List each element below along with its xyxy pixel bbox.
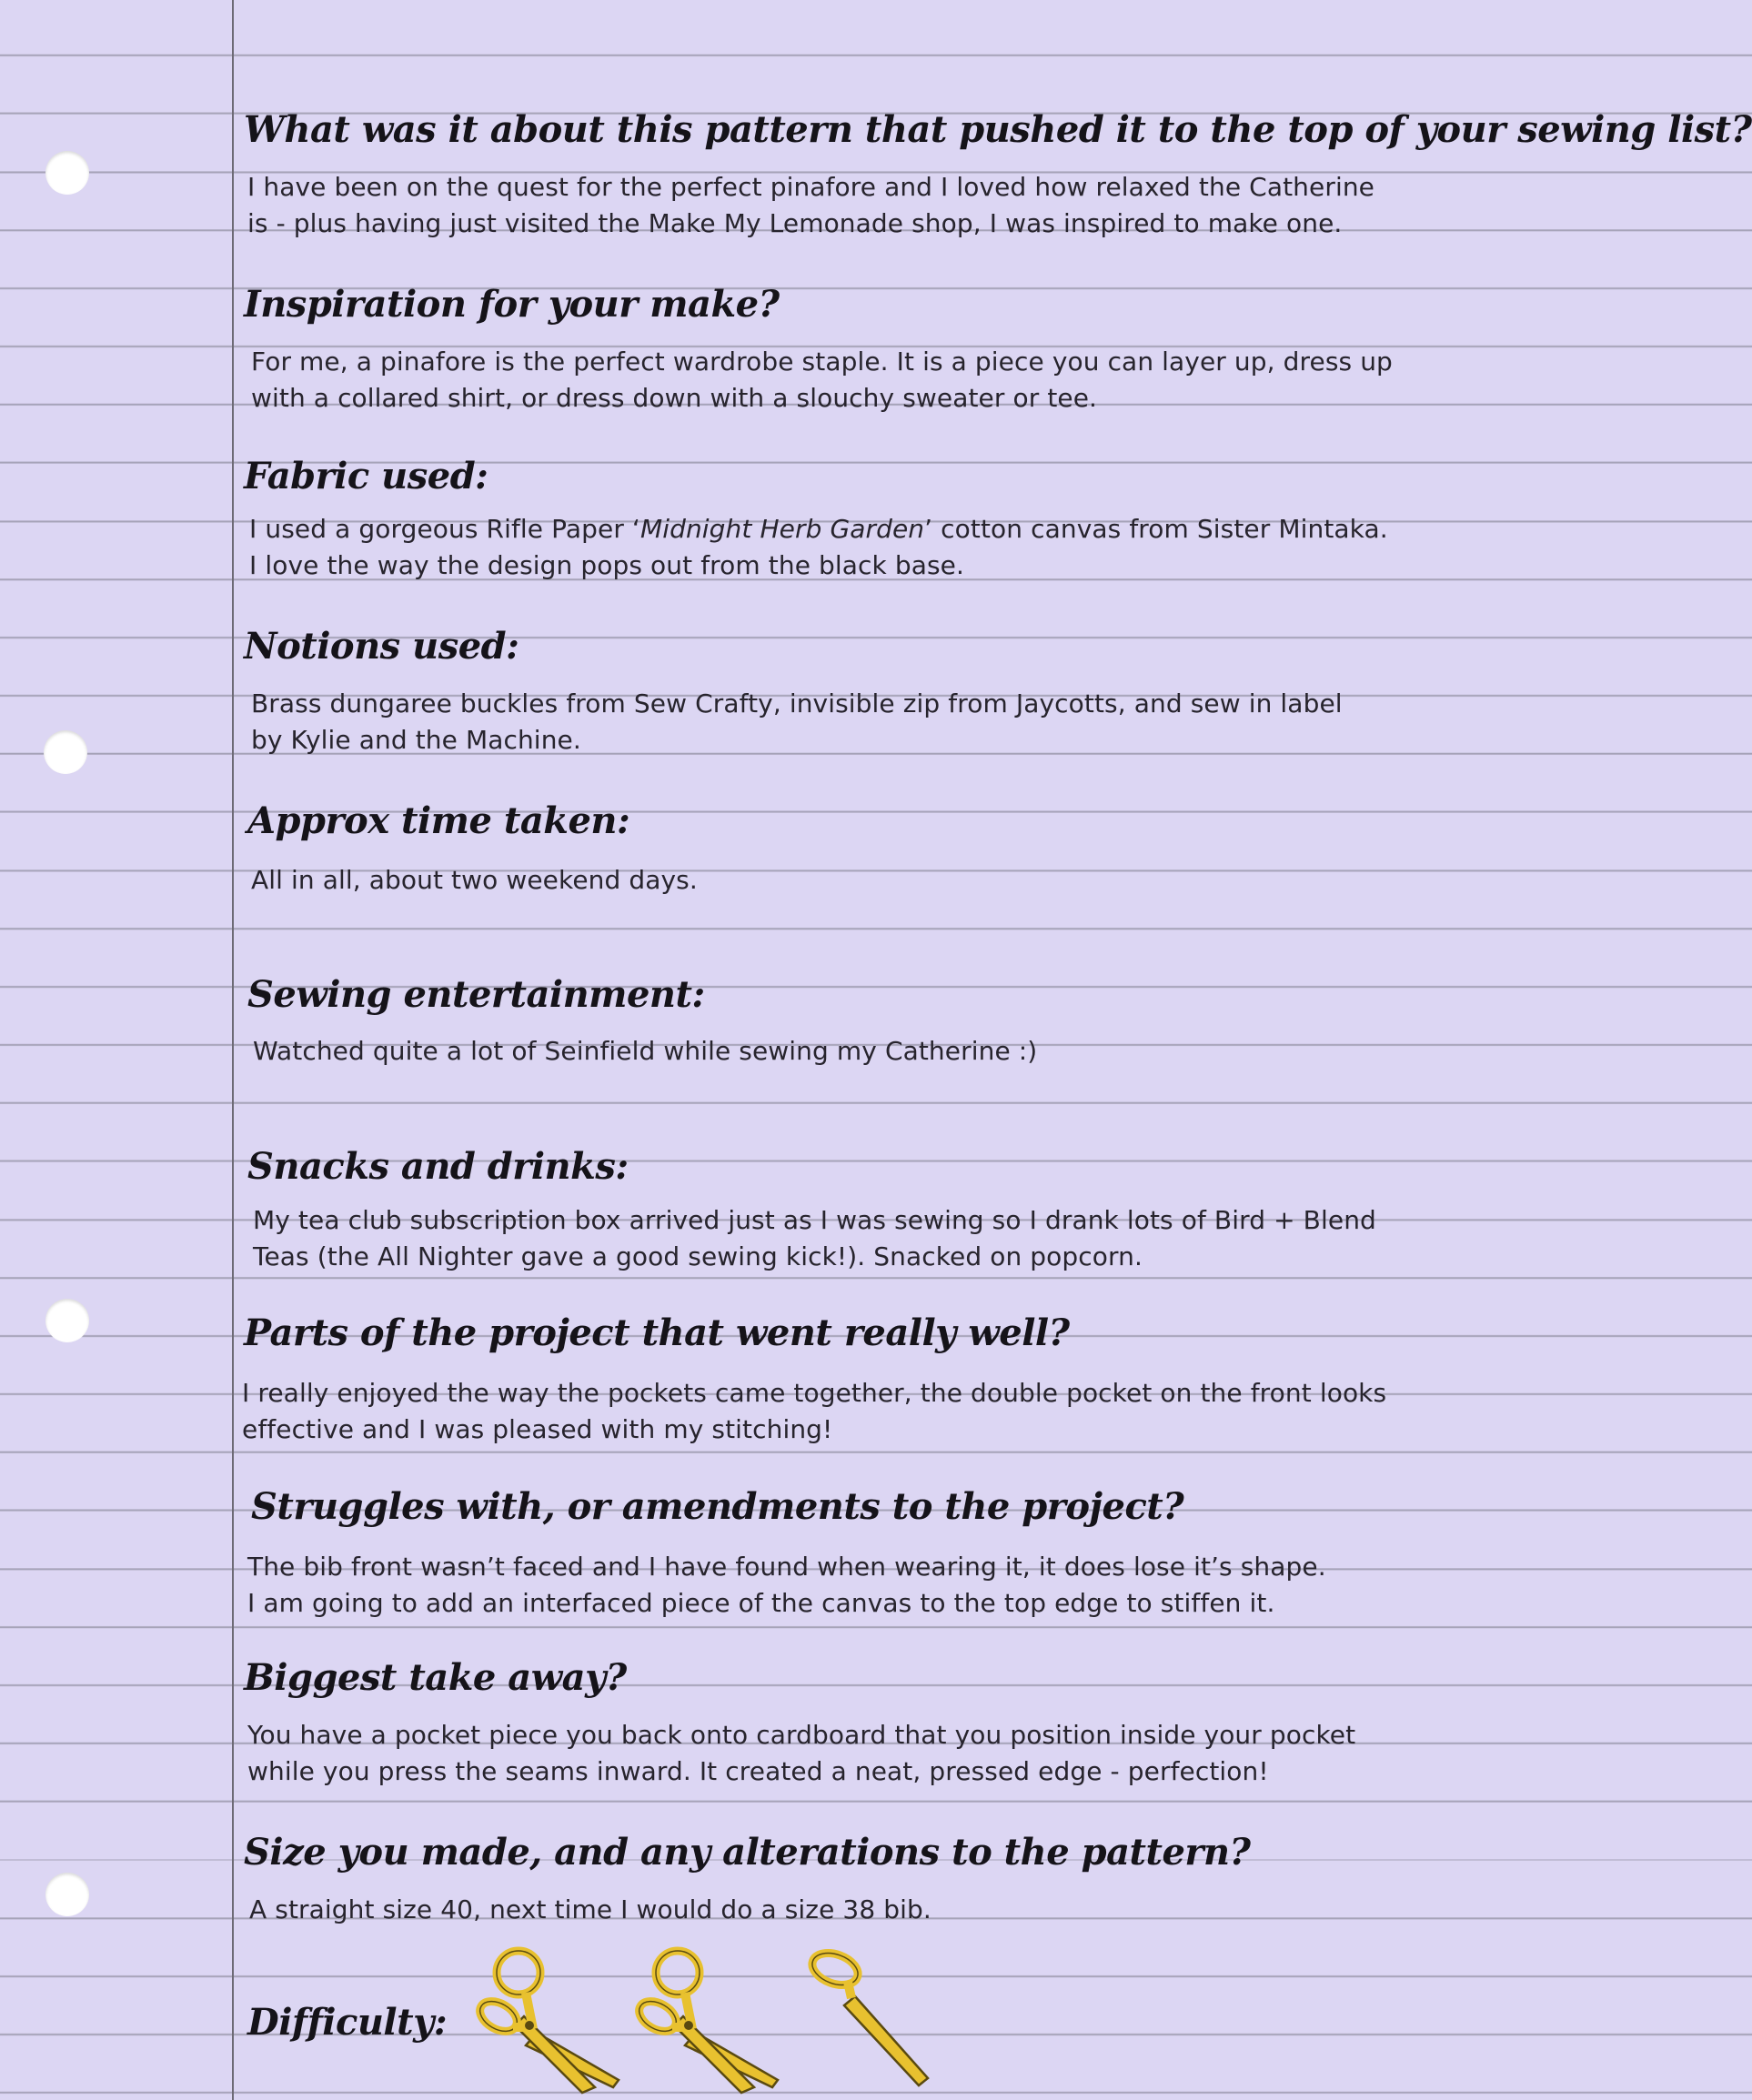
question-heading: What was it about this pattern that pushed it to the top of your sewing list? — [244, 108, 1752, 151]
question-heading: Struggles with, or amendments to the project? — [251, 1485, 1184, 1528]
punch-hole — [45, 1299, 89, 1342]
answer-line: All in all, about two weekend days. — [251, 865, 698, 895]
answer-line: You have a pocket piece you back onto cardboard that you position inside your pocket — [247, 1720, 1356, 1750]
answer-line: with a collared shirt, or dress down with a slouchy sweater or tee. — [251, 383, 1098, 413]
answer-line: A straight size 40, next time I would do a size 38 bib. — [249, 1894, 931, 1924]
question-heading: Snacks and drinks: — [247, 1145, 629, 1188]
answer-line: Brass dungaree buckles from Sew Crafty, invisible zip from Jaycotts, and sew in label — [251, 688, 1343, 718]
answer-line: Watched quite a lot of Seinfield while sewing my Catherine :) — [253, 1036, 1038, 1066]
answer-line: by Kylie and the Machine. — [251, 725, 581, 755]
scissors-icon — [632, 1942, 787, 2096]
answer-line: Teas (the All Nighter gave a good sewing kick!). Snacked on popcorn. — [253, 1241, 1143, 1271]
answer-text: I used a gorgeous Rifle Paper ‘ — [249, 514, 640, 544]
answer-line — [249, 511, 1388, 548]
question-heading: Sewing entertainment: — [247, 973, 705, 1016]
answer-line: The bib front wasn’t faced and I have found when wearing it, it does lose it’s shape. — [247, 1552, 1326, 1582]
answer-text: ’ cotton canvas from Sister Mintaka. — [924, 514, 1388, 544]
question-heading: Notions used: — [244, 625, 519, 668]
margin-line — [232, 0, 234, 2100]
answer-line: I have been on the quest for the perfect pinafore and I loved how relaxed the Catherine — [247, 172, 1375, 202]
answer-line: effective and I was pleased with my stitching! — [242, 1414, 833, 1444]
question-heading: Size you made, and any alterations to the pattern? — [244, 1831, 1251, 1874]
question-heading: Parts of the project that went really well? — [244, 1311, 1070, 1354]
punch-hole — [45, 1873, 89, 1916]
answer-line: For me, a pinafore is the perfect wardrobe staple. It is a piece you can layer up, dress up — [251, 347, 1393, 377]
punch-hole — [44, 730, 87, 774]
question-heading: Fabric used: — [244, 455, 488, 497]
punch-hole — [45, 151, 89, 195]
difficulty-label: Difficulty: — [247, 2001, 448, 2044]
answer-line: I really enjoyed the way the pockets came together, the double pocket on the front looks — [242, 1378, 1387, 1408]
answer-line: I love the way the design pops out from the black base. — [249, 550, 964, 580]
question-heading: Approx time taken: — [247, 799, 630, 842]
question-heading: Biggest take away? — [244, 1656, 627, 1699]
scissors-icon — [473, 1942, 628, 2096]
answer-line: is - plus having just visited the Make My Lemonade shop, I was inspired to make one. — [247, 208, 1343, 238]
question-heading: Inspiration for your make? — [244, 283, 780, 326]
difficulty-rating — [473, 1942, 946, 2096]
answer-line: I am going to add an interfaced piece of the canvas to the top edge to stiffen it. — [247, 1588, 1275, 1618]
answer-line: while you press the seams inward. It created a neat, pressed edge - perfection! — [247, 1756, 1269, 1786]
answer-line: My tea club subscription box arrived just as I was sewing so I drank lots of Bird + Blend — [253, 1205, 1376, 1235]
fabric-name: Midnight Herb Garden — [639, 514, 925, 544]
half-scissors-icon — [791, 1942, 946, 2096]
